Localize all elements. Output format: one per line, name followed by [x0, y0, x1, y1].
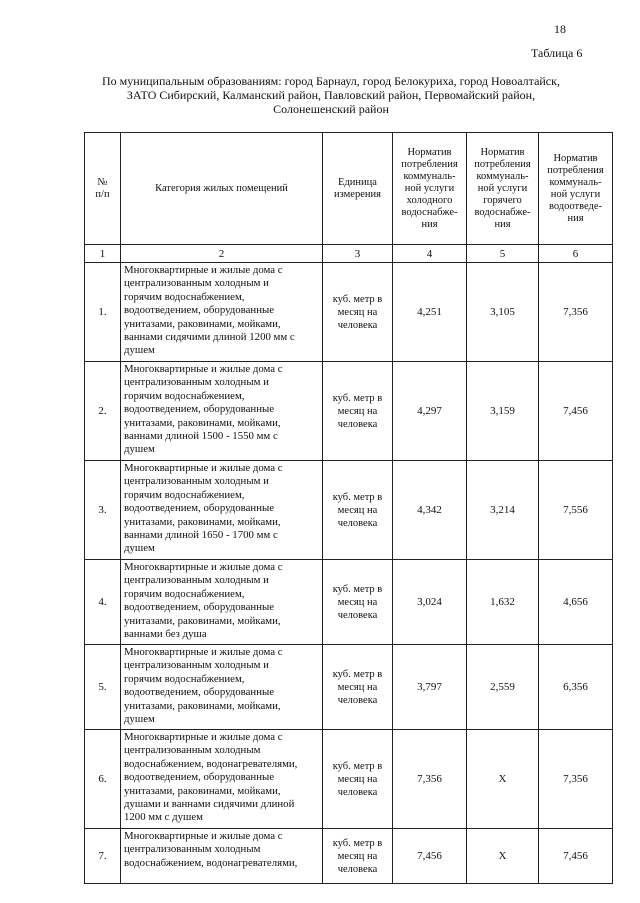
- row-number: 3.: [85, 461, 121, 560]
- table-row: [85, 461, 613, 560]
- row-drainage: 7,556: [539, 461, 613, 560]
- row-number: 6.: [85, 730, 121, 829]
- row-drainage: 7,456: [539, 362, 613, 461]
- row-unit: куб. метр в месяц на человека: [323, 829, 393, 884]
- table-title: [84, 74, 578, 116]
- row-cold-water: 7,456: [393, 829, 467, 884]
- header-cell-unit: Единица измерения: [323, 133, 393, 245]
- row-category: Многоквартирные и жилые дома с централизованным холодным и горячим водоснабжением, водоотведением, оборудованные унитазами, раковинами, мойками, ваннами длиной 1650 - 1700 мм с душем: [121, 461, 323, 560]
- header-row: [85, 133, 613, 245]
- header-cell-hot-water: Норматив потребления коммуналь- ной услуги горячего водоснабже- ния: [467, 133, 539, 245]
- row-hot-water: Х: [467, 730, 539, 829]
- row-category: Многоквартирные и жилые дома с централизованным холодным водоснабжением, водонагревателями, водоотведением, оборудованные унитазами, раковинами, мойками, душами и ваннами сидячими длиной 1200 мм с душем: [121, 730, 323, 829]
- row-hot-water: 1,632: [467, 560, 539, 645]
- row-category: Многоквартирные и жилые дома с централизованным холодным и горячим водоснабжением, водоотведением, оборудованные унитазами, раковинами, мойками, ваннами без душа: [121, 560, 323, 645]
- row-unit: куб. метр в месяц на человека: [323, 263, 393, 362]
- title-line: ЗАТО Сибирский, Калманский район, Павловский район, Первомайский район,: [126, 88, 536, 102]
- column-number: 4: [393, 245, 467, 263]
- row-number: 5.: [85, 645, 121, 730]
- row-number: 2.: [85, 362, 121, 461]
- row-number: 4.: [85, 560, 121, 645]
- row-drainage: 7,356: [539, 263, 613, 362]
- column-number: 6: [539, 245, 613, 263]
- title-line: Солонешенский район: [273, 102, 389, 116]
- row-category: Многоквартирные и жилые дома с централизованным холодным водоснабжением, водонагревателями,: [121, 829, 323, 884]
- column-number-row: [85, 245, 613, 263]
- row-unit: куб. метр в месяц на человека: [323, 362, 393, 461]
- column-number: 1: [85, 245, 121, 263]
- row-number: 7.: [85, 829, 121, 884]
- norms-table: [84, 132, 613, 884]
- table-label: Таблица 6: [531, 46, 583, 60]
- row-drainage: 7,456: [539, 829, 613, 884]
- row-hot-water: 3,105: [467, 263, 539, 362]
- header-cell-category: Категория жилых помещений: [121, 133, 323, 245]
- header-cell-number: № п/п: [85, 133, 121, 245]
- column-number: 3: [323, 245, 393, 263]
- row-drainage: 4,656: [539, 560, 613, 645]
- row-unit: куб. метр в месяц на человека: [323, 560, 393, 645]
- row-number: 1.: [85, 263, 121, 362]
- table-row: [85, 560, 613, 645]
- row-cold-water: 4,251: [393, 263, 467, 362]
- row-hot-water: 3,159: [467, 362, 539, 461]
- row-cold-water: 3,797: [393, 645, 467, 730]
- row-drainage: 7,356: [539, 730, 613, 829]
- row-hot-water: 2,559: [467, 645, 539, 730]
- header-cell-cold-water: Норматив потребления коммуналь- ной услуги холодного водоснабже- ния: [393, 133, 467, 245]
- row-category: Многоквартирные и жилые дома с централизованным холодным и горячим водоснабжением, водоотведением, оборудованные унитазами, раковинами, мойками, ваннами сидячими длиной 1200 мм с душем: [121, 263, 323, 362]
- row-cold-water: 7,356: [393, 730, 467, 829]
- column-number: 5: [467, 245, 539, 263]
- table-row: [85, 645, 613, 730]
- row-unit: куб. метр в месяц на человека: [323, 645, 393, 730]
- header-cell-drainage: Норматив потребления коммуналь- ной услуги водоотведе- ния: [539, 133, 613, 245]
- row-hot-water: Х: [467, 829, 539, 884]
- table-row: [85, 263, 613, 362]
- row-drainage: 6,356: [539, 645, 613, 730]
- title-line: По муниципальным образованиям: город Барнаул, город Белокуриха, город Новоалтайск,: [102, 74, 560, 88]
- row-unit: куб. метр в месяц на человека: [323, 730, 393, 829]
- table-row: [85, 829, 613, 884]
- table-row: [85, 362, 613, 461]
- row-cold-water: 3,024: [393, 560, 467, 645]
- row-category: Многоквартирные и жилые дома с централизованным холодным и горячим водоснабжением, водоотведением, оборудованные унитазами, раковинами, мойками, ваннами длиной 1500 - 1550 мм с душем: [121, 362, 323, 461]
- page-number: 18: [554, 22, 566, 36]
- row-cold-water: 4,297: [393, 362, 467, 461]
- table-row: [85, 730, 613, 829]
- row-cold-water: 4,342: [393, 461, 467, 560]
- row-hot-water: 3,214: [467, 461, 539, 560]
- row-category: Многоквартирные и жилые дома с централизованным холодным и горячим водоснабжением, водоотведением, оборудованные унитазами, раковинами, мойками, душем: [121, 645, 323, 730]
- column-number: 2: [121, 245, 323, 263]
- row-unit: куб. метр в месяц на человека: [323, 461, 393, 560]
